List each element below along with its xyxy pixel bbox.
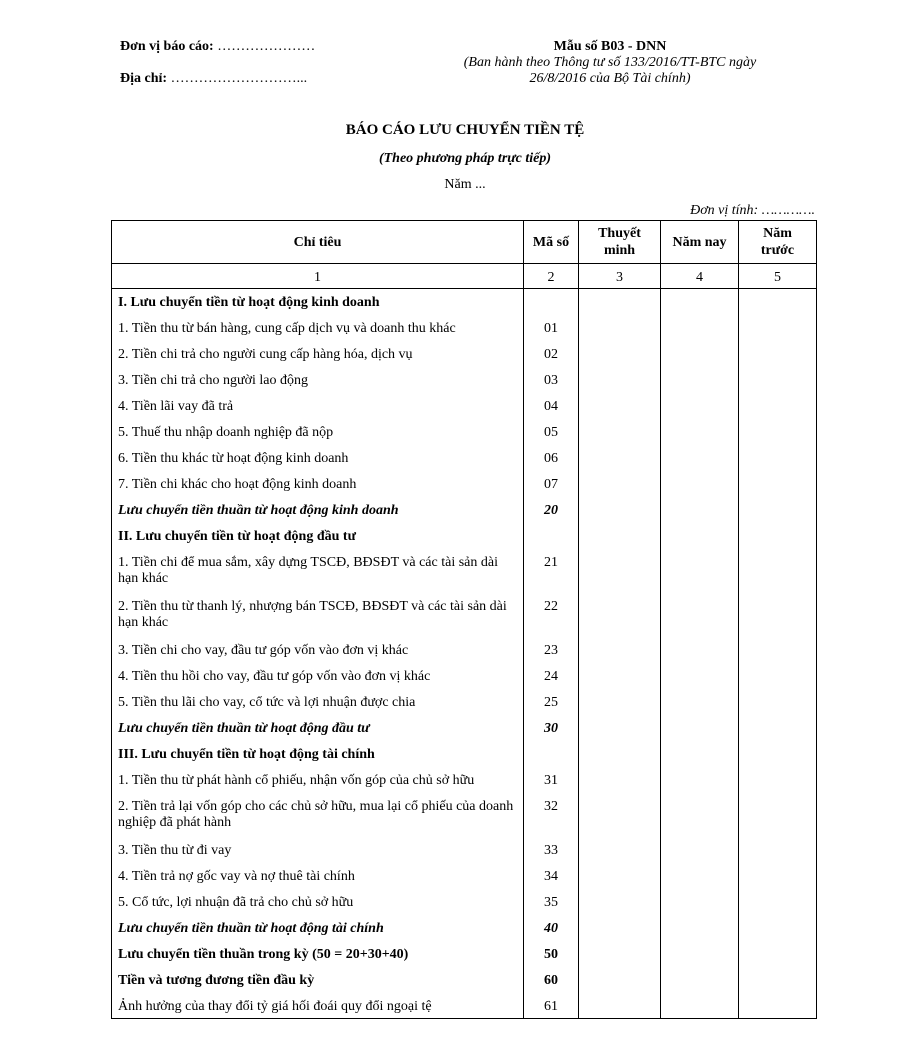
row-code: 21 bbox=[524, 549, 579, 593]
notes-cell bbox=[579, 889, 661, 915]
table-row bbox=[112, 663, 817, 689]
row-code bbox=[524, 741, 579, 767]
reporting-unit-blank: ………………… bbox=[217, 39, 316, 54]
this-year-cell bbox=[661, 689, 739, 715]
issued-by-line1: (Ban hành theo Thông tư số 133/2016/TT-BTC ngày bbox=[463, 55, 757, 70]
notes-cell bbox=[579, 741, 661, 767]
total-row bbox=[112, 941, 817, 967]
address-blank: ………………………... bbox=[170, 71, 308, 86]
this-year-cell bbox=[661, 393, 739, 419]
subtotal-row bbox=[112, 715, 817, 741]
this-year-cell bbox=[661, 837, 739, 863]
table-row bbox=[112, 549, 817, 593]
table-row bbox=[112, 889, 817, 915]
last-year-cell bbox=[739, 445, 817, 471]
this-year-cell bbox=[661, 663, 739, 689]
header-last-year bbox=[739, 221, 817, 264]
row-label: Lưu chuyển tiền thuần trong kỳ (50 = 20+30+40) bbox=[112, 941, 524, 967]
header-notes bbox=[579, 221, 661, 264]
row-code: 06 bbox=[524, 445, 579, 471]
last-year-cell bbox=[739, 523, 817, 549]
table-row bbox=[112, 689, 817, 715]
last-year-cell bbox=[739, 993, 817, 1019]
this-year-cell bbox=[661, 715, 739, 741]
subtotal-row bbox=[112, 497, 817, 523]
table-row bbox=[112, 793, 817, 837]
this-year-cell bbox=[661, 445, 739, 471]
table-row bbox=[112, 315, 817, 341]
last-year-cell bbox=[739, 689, 817, 715]
this-year-cell bbox=[661, 863, 739, 889]
form-code: Mẫu số B03 - DNN bbox=[553, 39, 667, 54]
table-row bbox=[112, 863, 817, 889]
last-year-cell bbox=[739, 837, 817, 863]
this-year-cell bbox=[661, 367, 739, 393]
column-number: 3 bbox=[579, 264, 661, 289]
notes-cell bbox=[579, 419, 661, 445]
row-label: 3. Tiền thu từ đi vay bbox=[112, 837, 524, 863]
notes-cell bbox=[579, 663, 661, 689]
table-row bbox=[112, 393, 817, 419]
header-last-year-line1: Năm bbox=[763, 226, 792, 241]
header-code: Mã số bbox=[524, 221, 579, 264]
notes-cell bbox=[579, 967, 661, 993]
row-code: 35 bbox=[524, 889, 579, 915]
this-year-cell bbox=[661, 341, 739, 367]
row-label: Lưu chuyển tiền thuần từ hoạt động đầu tư bbox=[112, 715, 524, 741]
cash-flow-table bbox=[111, 220, 817, 1019]
report-year: Năm ... bbox=[444, 177, 486, 192]
reporting-entity-block bbox=[120, 38, 315, 102]
row-label: 1. Tiền thu từ phát hành cổ phiếu, nhận vốn góp của chủ sở hữu bbox=[112, 767, 524, 793]
last-year-cell bbox=[739, 793, 817, 837]
notes-cell bbox=[579, 941, 661, 967]
last-year-cell bbox=[739, 637, 817, 663]
last-year-cell bbox=[739, 915, 817, 941]
last-year-cell bbox=[739, 663, 817, 689]
this-year-cell bbox=[661, 941, 739, 967]
row-label: Lưu chuyển tiền thuần từ hoạt động tài chính bbox=[112, 915, 524, 941]
notes-cell bbox=[579, 993, 661, 1019]
row-code: 22 bbox=[524, 593, 579, 637]
header-notes-line1: Thuyết bbox=[598, 226, 641, 241]
row-label: Ảnh hưởng của thay đổi tỷ giá hối đoái quy đổi ngoại tệ bbox=[112, 993, 524, 1019]
notes-cell bbox=[579, 471, 661, 497]
row-code bbox=[524, 523, 579, 549]
this-year-cell bbox=[661, 593, 739, 637]
notes-cell bbox=[579, 689, 661, 715]
notes-cell bbox=[579, 715, 661, 741]
row-code: 04 bbox=[524, 393, 579, 419]
notes-cell bbox=[579, 593, 661, 637]
this-year-cell bbox=[661, 523, 739, 549]
column-number-row bbox=[112, 264, 817, 289]
section-row bbox=[112, 289, 817, 315]
table-header-row bbox=[112, 221, 817, 264]
header-last-year-line2: trước bbox=[760, 243, 795, 258]
row-label: 1. Tiền thu từ bán hàng, cung cấp dịch vụ và doanh thu khác bbox=[112, 315, 524, 341]
row-label: I. Lưu chuyển tiền từ hoạt động kinh doanh bbox=[112, 289, 524, 315]
row-code: 01 bbox=[524, 315, 579, 341]
last-year-cell bbox=[739, 549, 817, 593]
table-row bbox=[112, 341, 817, 367]
reporting-unit-label: Đơn vị báo cáo: bbox=[120, 39, 214, 54]
this-year-cell bbox=[661, 993, 739, 1019]
row-label: 3. Tiền chi trả cho người lao động bbox=[112, 367, 524, 393]
row-code: 03 bbox=[524, 367, 579, 393]
this-year-cell bbox=[661, 315, 739, 341]
row-label: Tiền và tương đương tiền đầu kỳ bbox=[112, 967, 524, 993]
notes-cell bbox=[579, 289, 661, 315]
row-code: 32 bbox=[524, 793, 579, 837]
notes-cell bbox=[579, 445, 661, 471]
notes-cell bbox=[579, 393, 661, 419]
this-year-cell bbox=[661, 967, 739, 993]
this-year-cell bbox=[661, 741, 739, 767]
notes-cell bbox=[579, 793, 661, 837]
last-year-cell bbox=[739, 741, 817, 767]
row-label: 1. Tiền chi để mua sắm, xây dựng TSCĐ, BĐSĐT và các tài sản dài hạn khác bbox=[112, 549, 524, 593]
row-code: 33 bbox=[524, 837, 579, 863]
table-row bbox=[112, 445, 817, 471]
notes-cell bbox=[579, 341, 661, 367]
this-year-cell bbox=[661, 419, 739, 445]
row-code: 40 bbox=[524, 915, 579, 941]
row-label: 2. Tiền trả lại vốn góp cho các chủ sở hữu, mua lại cổ phiếu của doanh nghiệp đã phát hành bbox=[112, 793, 524, 837]
last-year-cell bbox=[739, 289, 817, 315]
reporting-unit-line bbox=[120, 38, 315, 70]
table-row bbox=[112, 993, 817, 1019]
report-title: BÁO CÁO LƯU CHUYỂN TIỀN TỆ bbox=[345, 122, 585, 138]
this-year-cell bbox=[661, 889, 739, 915]
row-label: 3. Tiền chi cho vay, đầu tư góp vốn vào đơn vị khác bbox=[112, 637, 524, 663]
row-code bbox=[524, 289, 579, 315]
row-label: 4. Tiền thu hồi cho vay, đầu tư góp vốn vào đơn vị khác bbox=[112, 663, 524, 689]
table-row bbox=[112, 471, 817, 497]
notes-cell bbox=[579, 637, 661, 663]
row-code: 07 bbox=[524, 471, 579, 497]
last-year-cell bbox=[739, 593, 817, 637]
table-row bbox=[112, 767, 817, 793]
this-year-cell bbox=[661, 767, 739, 793]
table-row bbox=[112, 419, 817, 445]
row-code: 25 bbox=[524, 689, 579, 715]
row-code: 60 bbox=[524, 967, 579, 993]
row-code: 23 bbox=[524, 637, 579, 663]
notes-cell bbox=[579, 915, 661, 941]
row-label: 5. Tiền thu lãi cho vay, cổ tức và lợi nhuận được chia bbox=[112, 689, 524, 715]
row-label: 2. Tiền thu từ thanh lý, nhượng bán TSCĐ, BĐSĐT và các tài sản dài hạn khác bbox=[112, 593, 524, 637]
row-code: 24 bbox=[524, 663, 579, 689]
row-code: 34 bbox=[524, 863, 579, 889]
last-year-cell bbox=[739, 497, 817, 523]
notes-cell bbox=[579, 315, 661, 341]
notes-cell bbox=[579, 367, 661, 393]
this-year-cell bbox=[661, 793, 739, 837]
total-row bbox=[112, 967, 817, 993]
notes-cell bbox=[579, 497, 661, 523]
notes-cell bbox=[579, 837, 661, 863]
address-label: Địa chỉ: bbox=[120, 71, 168, 86]
last-year-cell bbox=[739, 471, 817, 497]
this-year-cell bbox=[661, 471, 739, 497]
header-this-year: Năm nay bbox=[661, 221, 739, 264]
section-row bbox=[112, 523, 817, 549]
row-label: 5. Cổ tức, lợi nhuận đã trả cho chủ sở hữu bbox=[112, 889, 524, 915]
section-row bbox=[112, 741, 817, 767]
header-indicator: Chỉ tiêu bbox=[112, 221, 524, 264]
header-notes-line2: minh bbox=[603, 243, 636, 258]
row-code: 30 bbox=[524, 715, 579, 741]
last-year-cell bbox=[739, 967, 817, 993]
subtotal-row bbox=[112, 915, 817, 941]
last-year-cell bbox=[739, 941, 817, 967]
last-year-cell bbox=[739, 393, 817, 419]
row-code: 05 bbox=[524, 419, 579, 445]
this-year-cell bbox=[661, 497, 739, 523]
row-label: III. Lưu chuyển tiền từ hoạt động tài chính bbox=[112, 741, 524, 767]
last-year-cell bbox=[739, 367, 817, 393]
column-number: 5 bbox=[739, 264, 817, 289]
this-year-cell bbox=[661, 289, 739, 315]
this-year-cell bbox=[661, 549, 739, 593]
row-label: 4. Tiền lãi vay đã trả bbox=[112, 393, 524, 419]
notes-cell bbox=[579, 767, 661, 793]
this-year-cell bbox=[661, 637, 739, 663]
issued-by-line2: 26/8/2016 của Bộ Tài chính) bbox=[529, 71, 691, 86]
report-subtitle: (Theo phương pháp trực tiếp) bbox=[378, 151, 552, 166]
row-code: 50 bbox=[524, 941, 579, 967]
table-row bbox=[112, 637, 817, 663]
last-year-cell bbox=[739, 315, 817, 341]
row-label: 7. Tiền chi khác cho hoạt động kinh doanh bbox=[112, 471, 524, 497]
table-row bbox=[112, 837, 817, 863]
currency-unit: Đơn vị tính: …………. bbox=[690, 203, 815, 218]
column-number: 1 bbox=[112, 264, 524, 289]
table-row bbox=[112, 593, 817, 637]
row-label: 4. Tiền trả nợ gốc vay và nợ thuê tài chính bbox=[112, 863, 524, 889]
row-code: 02 bbox=[524, 341, 579, 367]
row-label: 2. Tiền chi trả cho người cung cấp hàng hóa, dịch vụ bbox=[112, 341, 524, 367]
row-label: 5. Thuế thu nhập doanh nghiệp đã nộp bbox=[112, 419, 524, 445]
row-label: 6. Tiền thu khác từ hoạt động kinh doanh bbox=[112, 445, 524, 471]
notes-cell bbox=[579, 523, 661, 549]
row-code: 20 bbox=[524, 497, 579, 523]
last-year-cell bbox=[739, 863, 817, 889]
last-year-cell bbox=[739, 419, 817, 445]
row-code: 31 bbox=[524, 767, 579, 793]
form-info-block bbox=[440, 38, 780, 87]
column-number: 4 bbox=[661, 264, 739, 289]
this-year-cell bbox=[661, 915, 739, 941]
last-year-cell bbox=[739, 341, 817, 367]
row-code: 61 bbox=[524, 993, 579, 1019]
last-year-cell bbox=[739, 889, 817, 915]
last-year-cell bbox=[739, 767, 817, 793]
last-year-cell bbox=[739, 715, 817, 741]
table-row bbox=[112, 367, 817, 393]
notes-cell bbox=[579, 863, 661, 889]
notes-cell bbox=[579, 549, 661, 593]
address-line bbox=[120, 70, 315, 102]
column-number: 2 bbox=[524, 264, 579, 289]
row-label: II. Lưu chuyển tiền từ hoạt động đầu tư bbox=[112, 523, 524, 549]
row-label: Lưu chuyển tiền thuần từ hoạt động kinh doanh bbox=[112, 497, 524, 523]
